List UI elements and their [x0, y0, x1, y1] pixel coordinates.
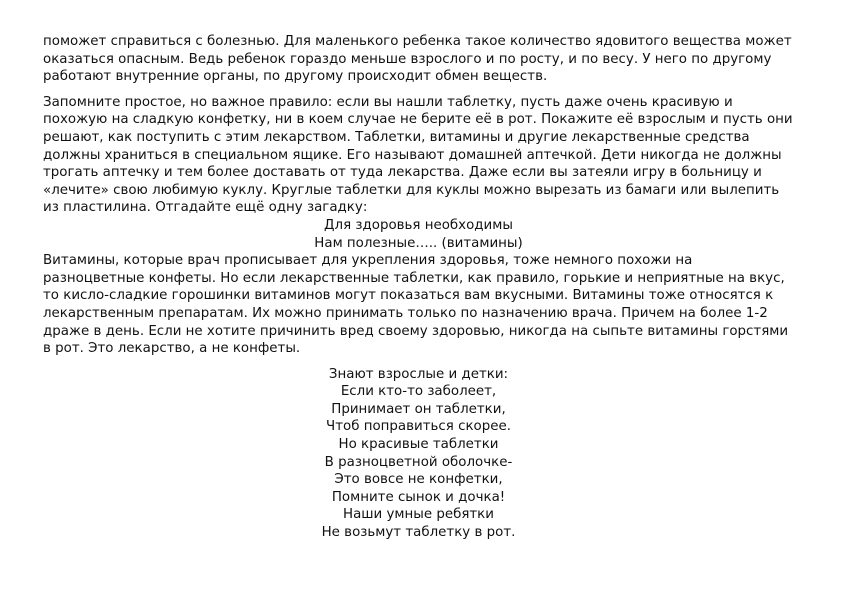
- poem-line: Знают взрослые и детки:: [328, 366, 509, 382]
- poem-line: В разноцветной оболочке-: [324, 454, 513, 470]
- riddle-line: Для здоровья необходимы: [324, 217, 513, 233]
- paragraph-intro: поможет справиться с болезнью. Для маленького ребенка такое количество ядовитого вещества может оказаться опасным. Ведь ребенок гораздо меньше взрослого и по росту, и по весу. У него по другому работают внутренние органы, по другому происходит обмен веществ.: [43, 34, 792, 85]
- poem-line: Принимает он таблетки,: [331, 401, 506, 417]
- poem-line: Не возьмут таблетку в рот.: [321, 525, 516, 541]
- paragraph-vitamins: Витамины, которые врач прописывает для укрепления здоровья, тоже немного похожи на разноцветные конфеты. Но если лекарственные таблетки, как правило, горькие и неприятные на вкус, то кисло-сладкие горошинки витаминов могут показаться вам вкусными. Витамины тоже относятся к лекарственным препаратам. Их можно принимать только по назначению врача. Причем на более 1-2 драже в день. Если не хотите причинить вред своему здоровью, никогда на сыпьте витамины горстями в рот. Это лекарство, а не конфеты.: [43, 253, 789, 357]
- poem-line: Помните сынок и дочка!: [331, 489, 506, 505]
- paragraph-rule: Запомните простое, но важное правило: если вы нашли таблетку, пусть даже очень красивую и похожую на сладкую конфетку, ни в коем случае не берите её в рот. Покажите её взрослым и пусть они решают, как поступить с этим лекарством. Таблетки, витамины и другие лекарственные средства должны храниться в специальном ящике. Его называют домашней аптечкой. Дети никогда не должны трогать аптечку и тем более доставать от туда лекарства. Даже если вы затеяли игру в больницу и «лечите» свою любимую куклу. Круглые таблетки для куклы можно вырезать из бамаги или вылепить из пластилина. Отгадайте ещё одну загадку:: [43, 94, 793, 216]
- poem-line: Наши умные ребятки: [343, 507, 494, 523]
- riddle: [43, 217, 794, 252]
- riddle-line: Нам полезные….. (витамины): [314, 235, 523, 251]
- poem-line: Чтоб поправиться скорее.: [326, 419, 511, 435]
- poem-line: Это вовсе не конфетки,: [334, 472, 503, 488]
- poem: [43, 366, 794, 542]
- poem-line: Если кто-то заболеет,: [340, 384, 497, 400]
- poem-line: Но красивые таблетки: [338, 437, 499, 453]
